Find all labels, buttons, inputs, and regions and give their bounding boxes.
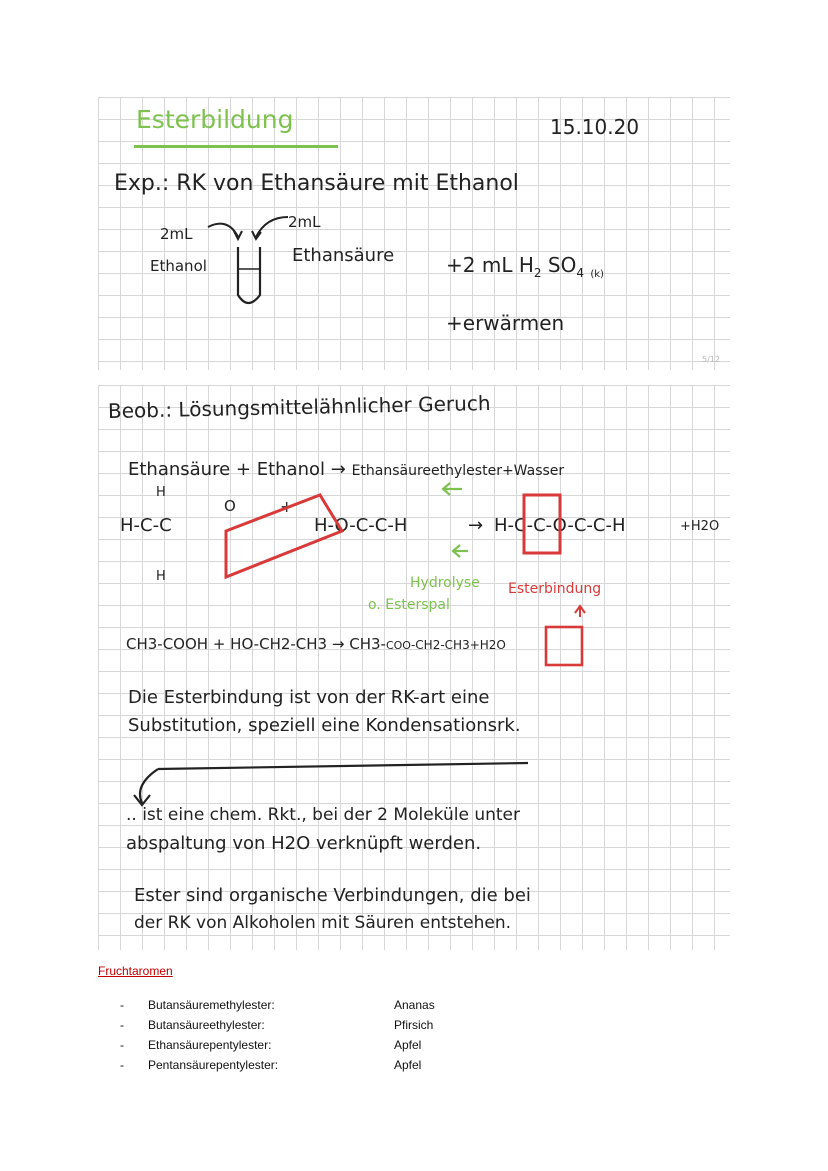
aroma-name: Pfirsich xyxy=(394,1018,434,1032)
test-tube-sketch xyxy=(98,97,730,370)
ester-name: Butansäuremethylester: xyxy=(148,998,275,1012)
sulfuric-mid: SO xyxy=(547,253,577,277)
experiment-line: Exp.: RK von Ethansäure mit Ethanol xyxy=(114,171,519,196)
ethanol-structure: H-O-C-C-H xyxy=(314,515,408,536)
condensed-pre: CH3- xyxy=(349,635,386,653)
reaction-arrow: → xyxy=(468,515,484,536)
acid-amount: 2mL xyxy=(288,213,321,231)
list-dash: - xyxy=(120,1038,124,1052)
sulfuric-conc: (k) xyxy=(590,269,604,280)
sentence-3-line-2: der RK von Alkoholen mit Säuren entstehen. xyxy=(134,913,512,933)
heat-step: +erwärmen xyxy=(446,311,565,335)
sentence-3-line-1: Ester sind organische Verbindungen, die bei xyxy=(134,885,531,906)
condensed-coo: COO xyxy=(385,639,411,652)
page-number: 5/12 xyxy=(702,355,720,364)
note-date: 15.10.20 xyxy=(550,115,640,139)
note-image-reaction xyxy=(98,385,730,950)
word-eq-left: Ethansäure + Ethanol xyxy=(128,459,325,480)
fruit-aromas-heading: Fruchtaromen xyxy=(98,964,173,978)
list-dash: - xyxy=(120,1058,124,1072)
ester-cleavage-label: o. Esterspal xyxy=(368,597,450,613)
note-image-experiment xyxy=(98,97,730,370)
condensed-left: CH3-COOH + HO-CH2-CH3 xyxy=(126,635,328,653)
sulfuric-sub-2: 4 xyxy=(576,266,584,280)
acid-top-h: H xyxy=(156,485,166,500)
acid-label: Ethansäure xyxy=(292,245,395,266)
ethanol-amount: 2mL xyxy=(160,225,193,243)
aroma-name: Apfel xyxy=(394,1038,422,1052)
hydrolysis-label: Hydrolyse xyxy=(410,575,480,591)
sulfuric-acid-line xyxy=(446,253,604,280)
ethanol-label: Ethanol xyxy=(150,257,207,275)
aroma-name: Apfel xyxy=(394,1058,422,1072)
plus-sign: + xyxy=(280,497,294,516)
acid-bottom-h: H xyxy=(156,569,166,584)
sentence-1-line-2: Substitution, speziell eine Kondensationsrk. xyxy=(128,715,521,736)
list-dash: - xyxy=(120,1018,124,1032)
acid-double-o: O xyxy=(224,497,236,515)
sentence-2-line-1: .. ist eine chem. Rkt., bei der 2 Moleküle unter xyxy=(126,805,520,825)
ester-bond-label: Esterbindung xyxy=(508,581,602,597)
ester-name: Butansäureethylester: xyxy=(148,1018,265,1032)
observation-line: Beob.: Lösungsmittelähnlicher Geruch xyxy=(107,390,491,423)
water-product: +H2O xyxy=(680,519,720,534)
condensed-arrow: → xyxy=(331,635,345,653)
list-dash: - xyxy=(120,998,124,1012)
sentence-1-line-1: Die Esterbindung ist von der RK-art eine xyxy=(128,687,490,708)
acid-structure: H-C-C xyxy=(120,515,172,536)
sulfuric-sub-1: 2 xyxy=(533,266,542,280)
note-title: Esterbildung xyxy=(136,105,294,134)
ester-name: Ethansäurepentylester: xyxy=(148,1038,272,1052)
ester-structure: H-C-C-O-C-C-H xyxy=(494,515,626,536)
aroma-name: Ananas xyxy=(394,998,435,1012)
reaction-markup xyxy=(98,385,730,950)
condensed-post: -CH2-CH3+H2O xyxy=(410,638,506,652)
word-eq-arrow: → xyxy=(330,459,346,480)
ester-name: Pentansäurepentylester: xyxy=(148,1058,279,1072)
word-eq-right: Ethansäureethylester+Wasser xyxy=(351,463,565,479)
sentence-2-line-2: abspaltung von H2O verknüpft werden. xyxy=(126,833,482,854)
condensed-equation xyxy=(126,635,506,653)
sulfuric-prefix: +2 mL H xyxy=(446,253,534,277)
